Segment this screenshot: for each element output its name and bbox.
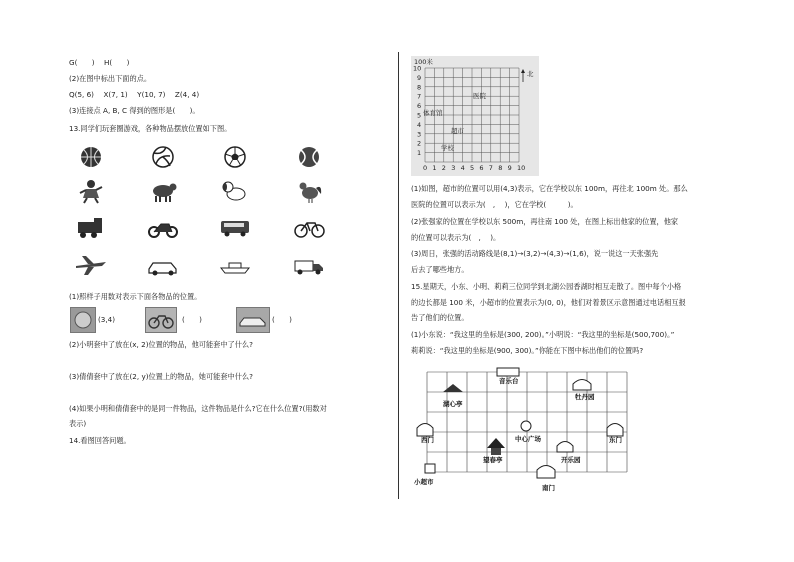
east-gate-icon: [607, 424, 623, 437]
grid-unit-label: 100米: [414, 58, 433, 66]
train-icon: [74, 214, 108, 240]
q14-part2-line2: 的位置可以表示为( , )。: [411, 233, 501, 242]
center-square-label: 中心广场: [515, 435, 541, 443]
center-square-icon: [521, 421, 531, 431]
q15-line1: 15.星期天，小东、小明、莉莉三位同学到北湖公园香湖时相互走散了。图中每个小格: [411, 282, 682, 291]
q13-part3: (3)倩倩套中了放在(2, y)位置上的物品，她可能套中什么?: [69, 372, 253, 381]
car-photo: [236, 307, 270, 333]
park-map: [411, 366, 647, 492]
peony-garden-gate-icon: [573, 380, 591, 391]
x-tick-label: 7: [488, 164, 493, 172]
q15-line2: 的边长都是 100 米，小超市的位置表示为(0, 0)，他们对着景区示意图通过电话相互报: [411, 298, 686, 307]
rooster-icon: [292, 178, 326, 204]
car-icon: [146, 252, 180, 278]
y-tick-label: 2: [417, 139, 422, 148]
coordinate-grid-figure: [411, 56, 539, 176]
market-label: 超市: [451, 127, 464, 135]
q14-title: 14.看图回答问题。: [69, 436, 131, 445]
supermarket-icon: [425, 464, 435, 473]
q12-part2: (2)在图中标出下面的点。: [69, 74, 152, 83]
bicycle-icon: [292, 214, 326, 240]
x-tick-label: 6: [479, 164, 484, 172]
q15-line3: 告了他们的位置。: [411, 313, 469, 322]
q13-part1: (1)照样子用数对表示下面各物品的位置。: [69, 292, 202, 301]
q13-title: 13.同学们玩套圈游戏，各种物品摆放位置如下图。: [69, 124, 232, 133]
lake-pavilion-label: 湖心亭: [443, 400, 463, 408]
q13-part4-line2: 表示): [69, 419, 87, 428]
bicycle-photo: [145, 307, 177, 333]
gym-label: 体育馆: [423, 109, 443, 117]
north-label: 北: [527, 70, 534, 78]
peony-garden-label: 牡丹园: [575, 393, 595, 401]
east-gate-label: 东门: [609, 436, 622, 444]
x-tick-label: 3: [451, 164, 456, 172]
x-tick-label: 1: [432, 164, 437, 172]
basketball-icon: [74, 144, 108, 170]
q13-part2: (2)小明套中了放在(x, 2)位置的物品，他可能套中了什么?: [69, 340, 253, 349]
spring-pavilion-label: 望春亭: [483, 456, 503, 464]
clown-icon: [74, 178, 108, 204]
cow-icon: [146, 178, 180, 204]
q13-part4-line1: (4)如果小明和倩倩套中的是同一件物品，这件物品是什么?它在什么位置?(用数对: [69, 404, 327, 413]
y-tick-label: 4: [417, 120, 422, 129]
soccer-ball-icon: [218, 144, 252, 170]
x-tick-label: 8: [498, 164, 503, 172]
fun-garden-gate-icon: [557, 442, 573, 453]
y-tick-label: 6: [417, 102, 422, 111]
car-icon: [237, 308, 269, 332]
south-gate-icon: [537, 466, 555, 479]
q14-part3-line1: (3)周日，张强的活动路线是(8,1)→(3,2)→(4,3)→(1,6)，说一说这一天张强先: [411, 249, 659, 258]
x-tick-label: 2: [441, 164, 446, 172]
q12-points: Q(5, 6) X(7, 1) Y(10, 7) Z(4, 4): [69, 90, 200, 99]
bus-icon: [218, 214, 252, 240]
fun-garden-label: 开乐园: [561, 456, 581, 464]
west-gate-icon: [417, 424, 433, 437]
music-stage-icon: [497, 368, 519, 376]
q12-part3: (3)连接点 A, B, C 得到的图形是( )。: [69, 106, 200, 115]
school-label: 学校: [441, 144, 454, 152]
q15-part1-line2: 莉莉说：“我这里的坐标是(900, 300)。”你能在下图中标出他们的位置吗?: [411, 346, 644, 355]
lake-pavilion-icon: [443, 384, 463, 392]
example-ball-photo: [70, 307, 96, 333]
dog-icon: [218, 178, 252, 204]
column-divider: [398, 52, 399, 499]
y-tick-label: 7: [417, 92, 422, 101]
q14-part1-line1: (1)如图，超市的位置可以用(4,3)表示，它在学校以东 100m，再往北 100m 处。那么: [411, 184, 688, 193]
x-tick-label: 4: [460, 164, 465, 172]
airplane-icon: [74, 252, 108, 278]
y-tick-label: 9: [417, 73, 422, 82]
car-answer-blank[interactable]: ( ): [272, 315, 292, 324]
bicycle-answer-blank[interactable]: ( ): [182, 315, 202, 324]
x-tick-label: 9: [507, 164, 512, 172]
x-tick-label: 0: [423, 164, 428, 172]
x-tick-label: 5: [470, 164, 475, 172]
truck-icon: [292, 252, 326, 278]
q14-part3-line2: 后去了哪些地方。: [411, 265, 469, 274]
y-tick-label: 5: [417, 111, 422, 120]
volleyball-icon: [146, 144, 180, 170]
supermarket-label: 小超市: [414, 478, 434, 486]
q15-part1-line1: (1)小东说：“我这里的坐标是(300, 200)。”小明说：“我这里的坐标是(500,700)。”: [411, 330, 675, 339]
south-gate-label: 南门: [542, 484, 555, 492]
spring-pavilion-icon: [487, 438, 505, 448]
soccer-ball-icon: [71, 308, 95, 332]
hospital-label: 医院: [473, 92, 486, 100]
north-arrow-head: [521, 69, 525, 73]
music-stage-label: 音乐台: [499, 377, 519, 385]
ship-icon: [218, 252, 252, 278]
x-tick-label: 10: [517, 164, 526, 172]
q14-part2-line1: (2)张强家的位置在学校以东 500m，再往南 100 处，在图上标出他家的位置，他家: [411, 217, 679, 226]
q14-part1-line2: 医院的位置可以表示为( , )，它在学校( )。: [411, 200, 578, 209]
y-tick-label: 1: [417, 149, 422, 158]
y-tick-label: 3: [417, 130, 422, 139]
y-tick-label: 10: [413, 64, 422, 73]
q12-answer-line: G( ) H( ): [69, 58, 130, 67]
tennis-ball-icon: [292, 144, 326, 170]
bicycle-icon: [146, 308, 176, 332]
y-tick-label: 8: [417, 83, 422, 92]
spring-pavilion-base: [491, 448, 501, 455]
west-gate-label: 西门: [421, 436, 434, 444]
motorcycle-icon: [146, 214, 180, 240]
example-answer: (3,4): [98, 315, 116, 324]
